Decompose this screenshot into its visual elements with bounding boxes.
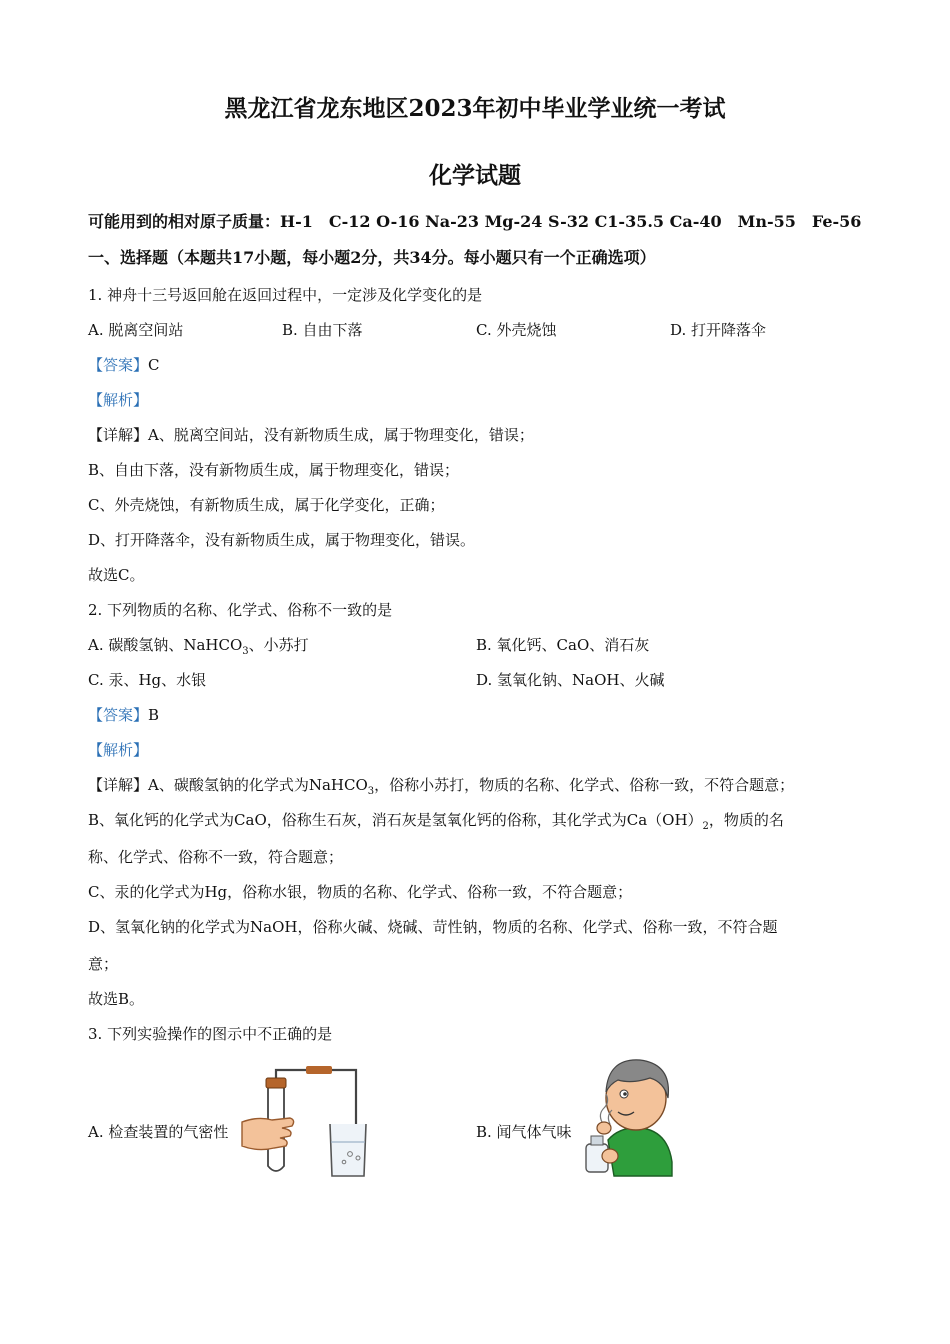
- section-heading: 一、选择题（本题共17小题，每小题2分，共34分。每小题只有一个正确选项）: [88, 248, 656, 267]
- q2-option-a: [88, 635, 309, 662]
- exam-title: 黑龙江省龙东地区2023年初中毕业学业统一考试: [224, 95, 726, 122]
- exam-subtitle: 化学试题: [429, 162, 521, 189]
- q1-option-b: B. 自由下落: [282, 321, 363, 339]
- airtightness-check-illustration: [238, 1060, 368, 1180]
- q1-detail-d: D、打开降落伞，没有新物质生成，属于物理变化，错误。: [88, 531, 476, 549]
- q2-option-c: C. 汞、Hg、水银: [88, 671, 207, 689]
- beaker: [330, 1124, 366, 1176]
- q1-answer-label: 【答案】: [88, 356, 149, 374]
- q1-option-c: C. 外壳烧蚀: [476, 321, 557, 339]
- q2-detail-b: [88, 810, 784, 837]
- hand: [242, 1118, 294, 1150]
- q1-option-d: D. 打开降落伞: [670, 321, 767, 339]
- q2-detail-b-post: ，物质的名: [708, 811, 784, 829]
- rubber-connector: [306, 1066, 332, 1074]
- q1-analysis-label: 【解析】: [88, 391, 149, 409]
- q1-stem: 1. 神舟十三号返回舱在返回过程中，一定涉及化学变化的是: [88, 286, 483, 304]
- bottle-neck: [591, 1136, 603, 1145]
- q1-conclusion: 故选C。: [88, 566, 145, 584]
- q2-stem: 2. 下列物质的名称、化学式、俗称不一致的是: [88, 601, 393, 619]
- q3-stem: 3. 下列实验操作的图示中不正确的是: [88, 1025, 333, 1043]
- q2-detail-label: 【详解】: [88, 776, 149, 794]
- q2-detail-b-cont: 称、化学式、俗称不一致，符合题意；: [88, 848, 344, 866]
- waving-hand: [597, 1122, 611, 1134]
- q2-option-d: D. 氢氧化钠、NaOH、火碱: [476, 671, 665, 689]
- q2-detail-a-pre: A、碳酸氢钠的化学式为NaHCO: [148, 776, 368, 794]
- q2-answer-value: B: [148, 706, 160, 724]
- q2-detail-a-sub: 3: [367, 786, 375, 797]
- q2-detail-b-pre: B、氧化钙的化学式为CaO，俗称生石灰，消石灰是氢氧化钙的俗称，其化学式为Ca（OH）: [88, 811, 703, 829]
- q1-detail-c: C、外壳烧蚀，有新物质生成，属于化学变化，正确；: [88, 496, 445, 514]
- q2-detail-b-sub: 2: [702, 821, 709, 832]
- atomic-masses: 可能用到的相对原子质量：H-1 C-12 O-16 Na-23 Mg-24 S-32 C1-35.5 Ca-40 Mn-55 Fe-56: [88, 212, 862, 231]
- q2-detail-c: C、汞的化学式为Hg，俗称水银，物质的名称、化学式、俗称一致，不符合题意；: [88, 883, 633, 901]
- q1-detail-a: [88, 425, 534, 445]
- q2-option-a-pre: A. 碳酸氢钠、NaHCO: [88, 636, 243, 654]
- q1-option-a: A. 脱离空间站: [88, 321, 184, 339]
- q1-answer-value: C: [148, 356, 160, 374]
- q1-detail-label: 【详解】: [88, 426, 149, 444]
- pupil: [623, 1092, 627, 1096]
- q2-detail-d: D、氢氧化钠的化学式为NaOH，俗称火碱、烧碱、苛性钠，物质的名称、化学式、俗称一致，不符合题: [88, 918, 778, 936]
- q2-detail-a: [88, 775, 794, 802]
- q3-option-b: B. 闻气体气味: [476, 1123, 572, 1141]
- q2-option-a-post: 、小苏打: [248, 636, 309, 654]
- q2-answer-label: 【答案】: [88, 706, 149, 724]
- q3-option-a: A. 检查装置的气密性: [88, 1123, 229, 1141]
- smelling-gas-illustration: [580, 1052, 680, 1178]
- stopper: [266, 1078, 286, 1088]
- q2-conclusion: 故选B。: [88, 990, 145, 1008]
- q2-option-b: B. 氧化钙、CaO、消石灰: [476, 636, 650, 654]
- shirt: [608, 1128, 672, 1176]
- q2-option-a-sub: 3: [242, 646, 249, 657]
- q1-answer: [88, 355, 160, 375]
- q2-detail-d-cont: 意；: [88, 955, 119, 973]
- q1-detail-b: B、自由下落，没有新物质生成，属于物理变化，错误；: [88, 461, 460, 479]
- q2-answer: [88, 705, 159, 725]
- q1-detail-a-text: A、脱离空间站，没有新物质生成，属于物理变化，错误；: [148, 426, 534, 444]
- q2-analysis-label: 【解析】: [88, 741, 149, 759]
- q2-detail-a-post: ，俗称小苏打，物质的名称、化学式、俗称一致，不符合题意；: [374, 776, 795, 794]
- hand: [602, 1149, 618, 1163]
